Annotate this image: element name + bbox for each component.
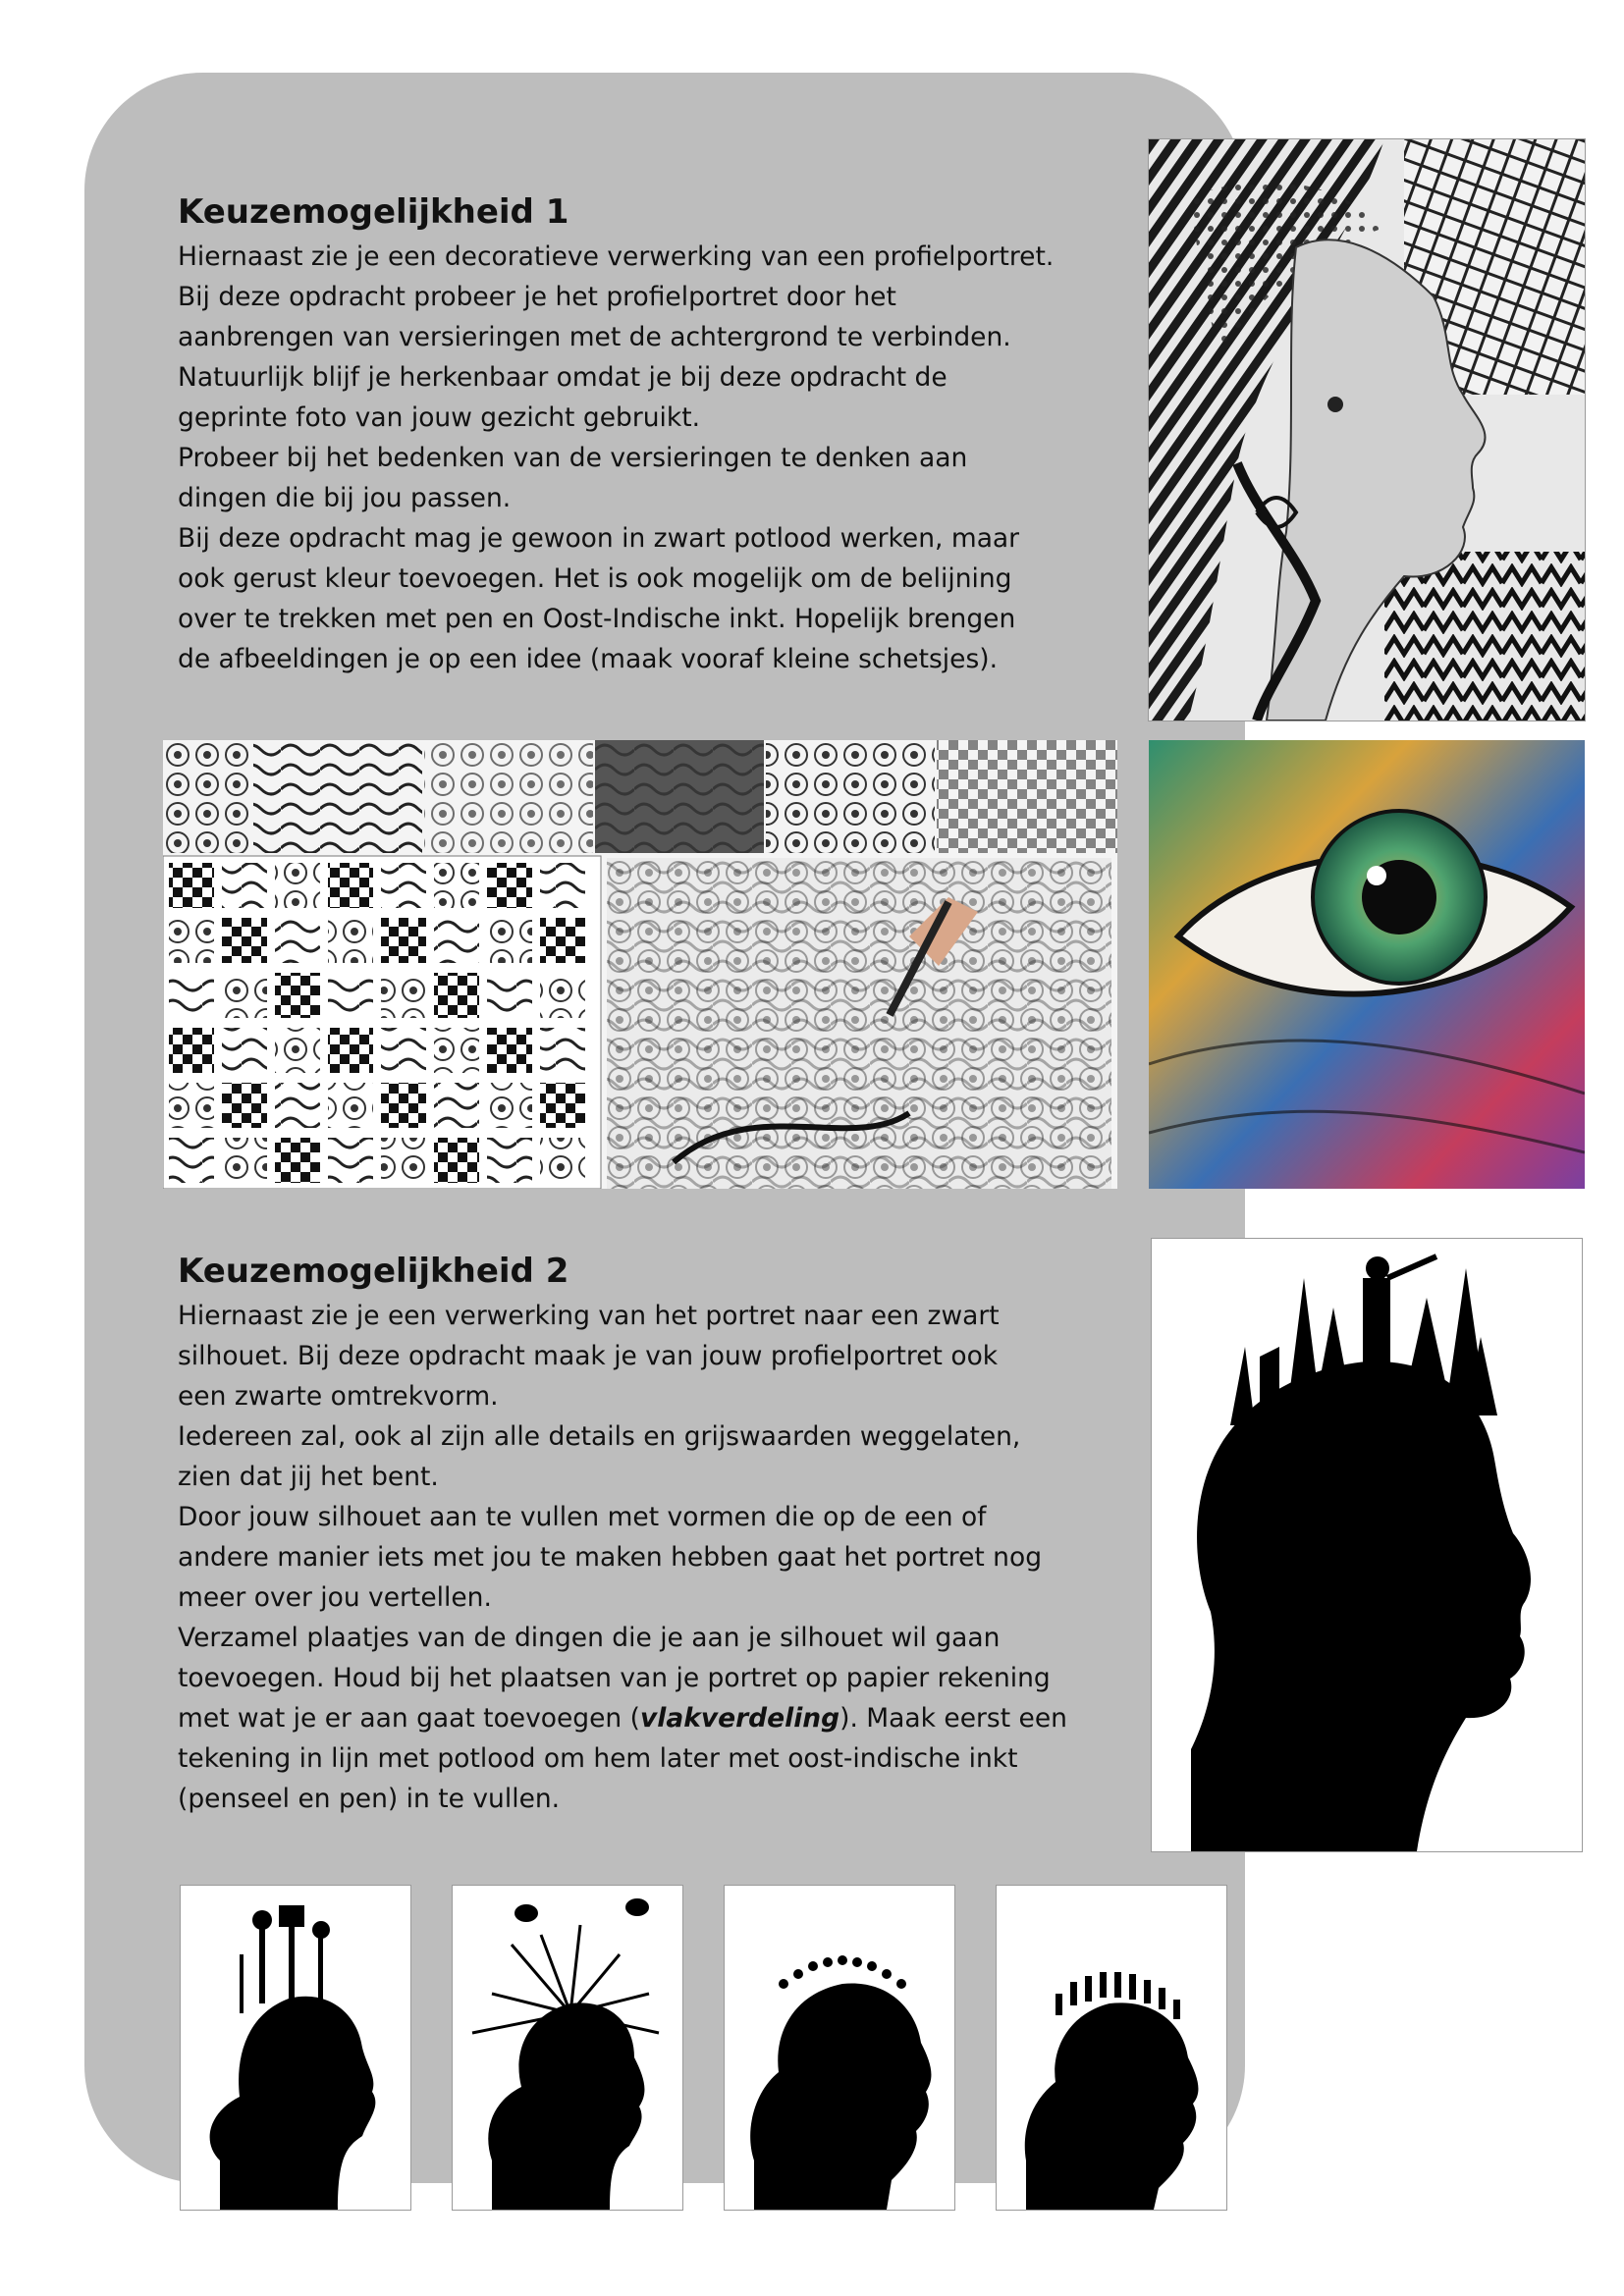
text-fragment: met wat je er aan gaat toevoegen ( xyxy=(178,1703,640,1734)
text-fragment: ). Maak eerst een xyxy=(839,1703,1067,1734)
text-line: Bij deze opdracht probeer je het profielportret door het xyxy=(178,282,896,312)
text-line: zien dat jij het bent. xyxy=(178,1462,439,1492)
text-line: andere manier iets met jou te maken hebben gaat het portret nog xyxy=(178,1542,1043,1573)
text-line: ook gerust kleur toevoegen. Het is ook mogelijk om de belijning xyxy=(178,563,1012,594)
silhouette-crowd-image xyxy=(725,1886,954,2210)
emphasis-vlakverdeling: vlakverdeling xyxy=(639,1703,840,1734)
text-line: een zwarte omtrekvorm. xyxy=(178,1381,499,1412)
text-line: Bij deze opdracht mag je gewoon in zwart potlood werken, maar xyxy=(178,523,1020,554)
text-line: tekening in lijn met potlood om hem later met oost-indische inkt xyxy=(178,1743,1018,1774)
text-line: toevoegen. Houd bij het plaatsen van je portret op papier rekening xyxy=(178,1663,1051,1693)
zentangle-portrait-image xyxy=(1149,139,1585,721)
text-line: Door jouw silhouet aan te vullen met vormen die op de een of xyxy=(178,1502,987,1532)
text-line: Probeer bij het bedenken van de versieringen te denken aan xyxy=(178,443,968,473)
text-line: aanbrengen van versieringen met de achtergrond te verbinden. xyxy=(178,322,1011,352)
text-line: silhouet. Bij deze opdracht maak je van jouw profielportret ook xyxy=(178,1341,999,1371)
text-line: Iedereen zal, ook al zijn alle details en grijswaarden weggelaten, xyxy=(178,1421,1021,1452)
colorful-eye-image xyxy=(1149,740,1585,1189)
section1-paragraph xyxy=(178,237,1054,679)
text-line: meer over jou vertellen. xyxy=(178,1582,492,1613)
text-line: geprinte foto van jouw gezicht gebruikt. xyxy=(178,402,701,433)
zentangle-patterns-collage xyxy=(163,740,1117,1189)
text-line: dingen die bij jou passen. xyxy=(178,483,512,513)
text-line: de afbeeldingen je op een idee (maak vooraf kleine schetsjes). xyxy=(178,644,999,674)
forest-silhouette-image xyxy=(1152,1239,1582,1851)
section2-paragraph xyxy=(178,1296,1067,1819)
section2-title: Keuzemogelijkheid 2 xyxy=(178,1252,569,1291)
text-line: Hiernaast zie je een decoratieve verwerking van een profielportret. xyxy=(178,241,1055,272)
silhouette-figures-image xyxy=(997,1886,1226,2210)
silhouette-jellyfish-image xyxy=(453,1886,682,2210)
text-line: Hiernaast zie je een verwerking van het portret naar een zwart xyxy=(178,1301,1000,1331)
text-line: Natuurlijk blijf je herkenbaar omdat je bij deze opdracht de xyxy=(178,362,947,393)
silhouette-plants-image xyxy=(181,1886,410,2210)
section1-title: Keuzemogelijkheid 1 xyxy=(178,192,569,232)
text-line: (penseel en pen) in te vullen. xyxy=(178,1784,561,1814)
text-line: over te trekken met pen en Oost-Indische inkt. Hopelijk brengen xyxy=(178,604,1016,634)
text-line-emphasis xyxy=(178,1698,1067,1738)
text-line: Verzamel plaatjes van de dingen die je aan je silhouet wil gaan xyxy=(178,1623,1001,1653)
